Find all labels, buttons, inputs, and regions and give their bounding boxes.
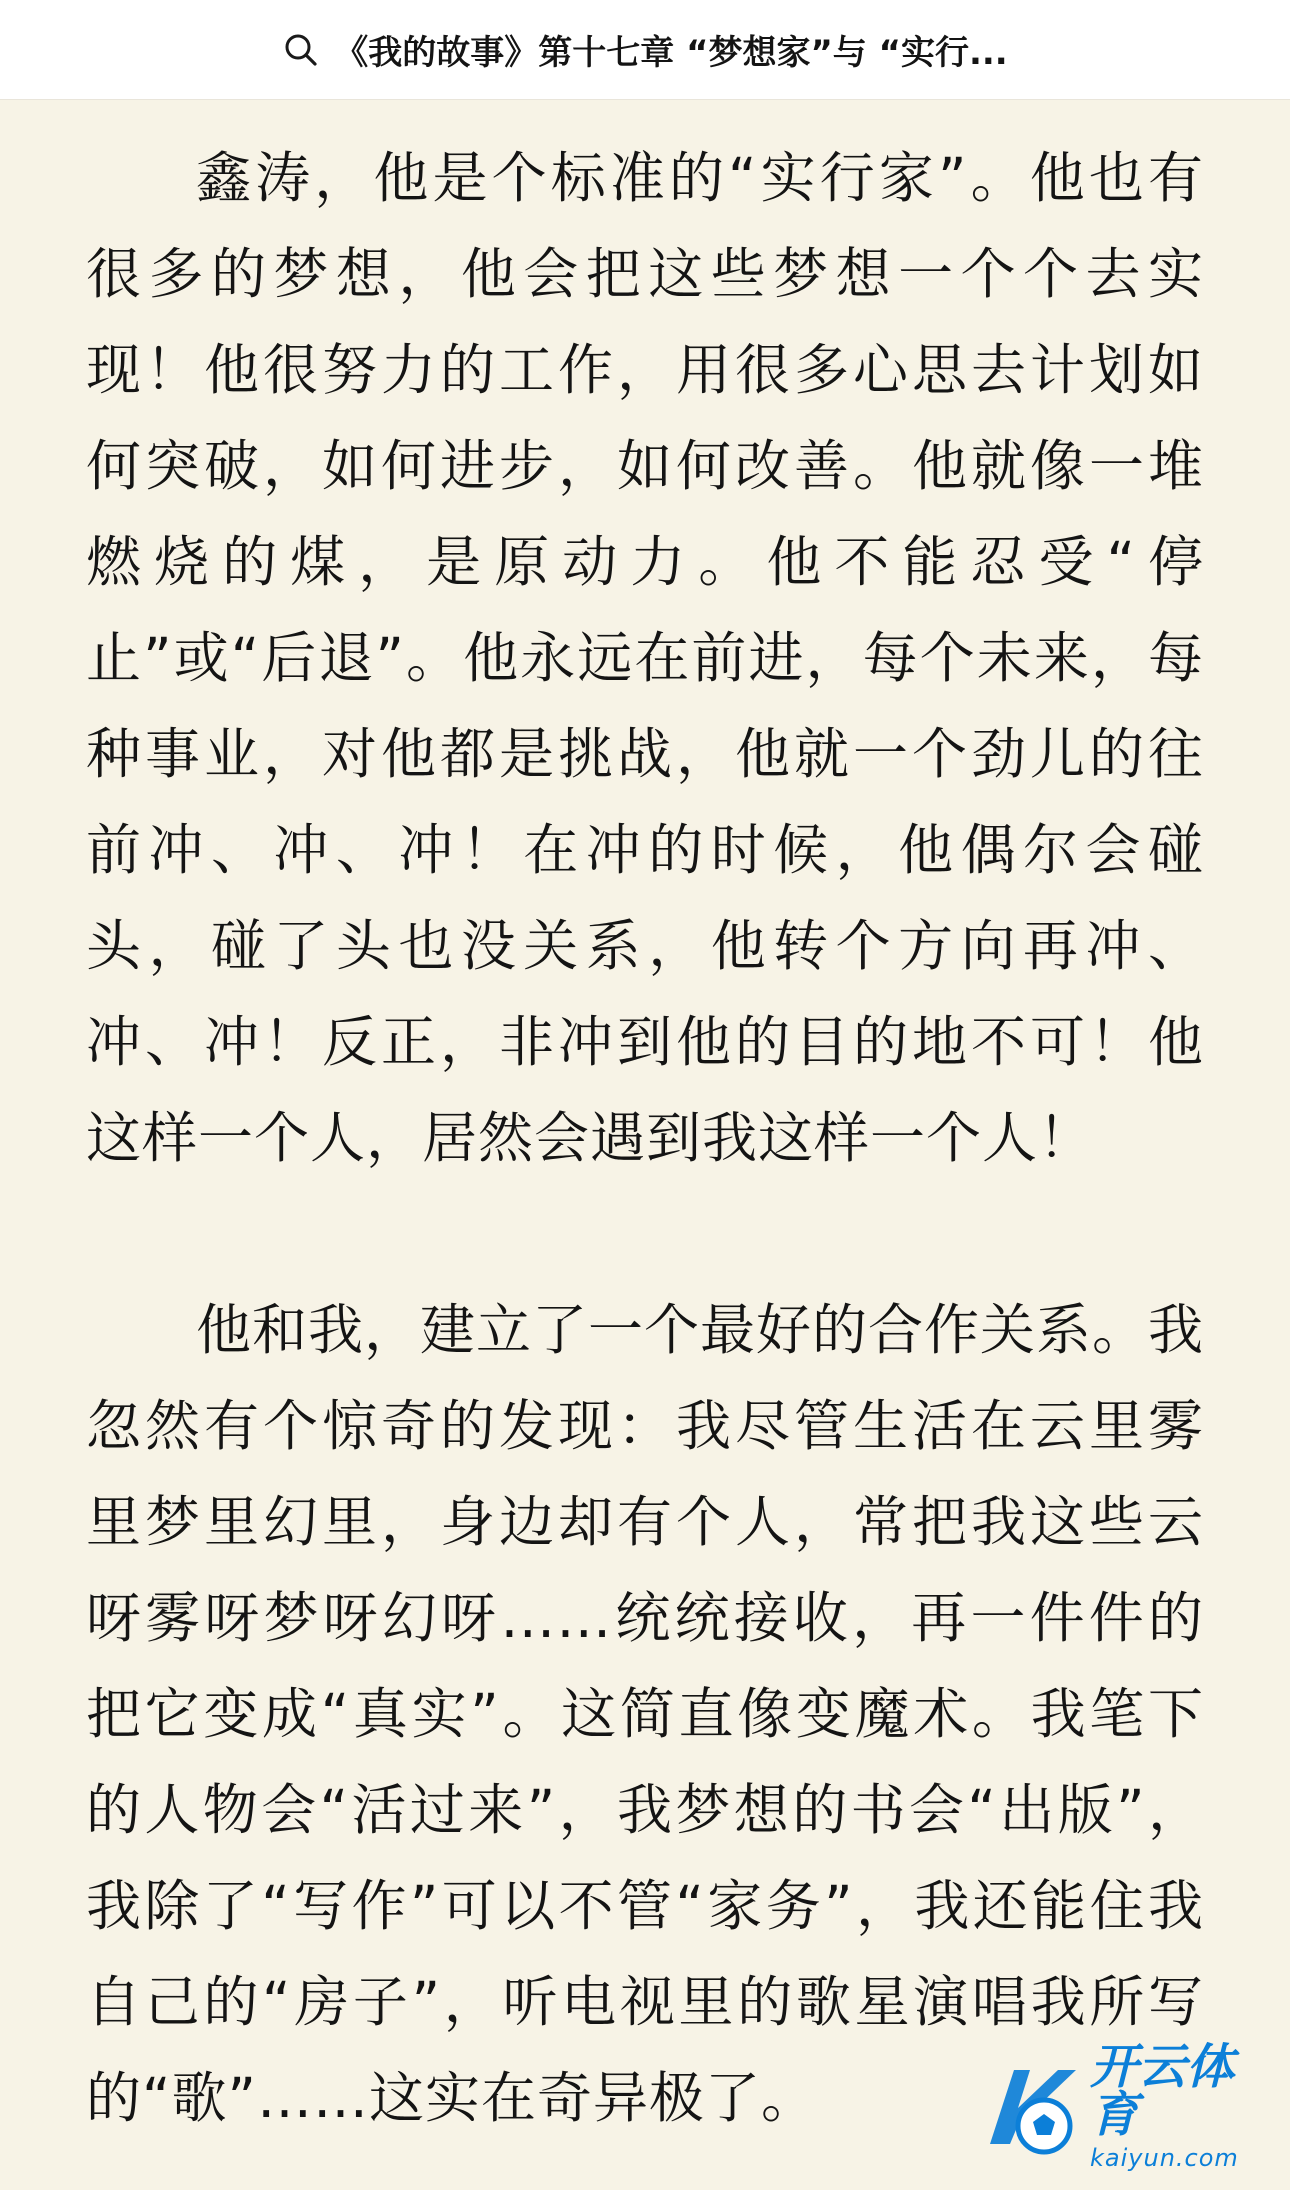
- paragraph-2: 他和我，建立了一个最好的合作关系。我忽然有个惊奇的发现：我尽管生活在云里雾里梦里幻里，身边却有个人，常把我这些云呀雾呀梦呀幻呀……统统接收，再一件件的把它变成“真实”。这简直像变魔术。我笔下的人物会“活过来”，我梦想的书会“出版”，我除了“写作”可以不管“家务”，我还能住我自己的“房子”，听电视里的歌星演唱我所写的“歌”……这实在奇异极了。: [86, 1298, 1205, 2130]
- chapter-title-bar[interactable]: [0, 0, 1290, 100]
- watermark-brand-cn: 开云体育: [1090, 2041, 1235, 2142]
- reading-area: [86, 130, 1204, 2130]
- kaiyun-logo-icon: [972, 2052, 1082, 2162]
- search-icon[interactable]: [282, 31, 320, 69]
- chapter-title: 《我的故事》第十七章 “梦想家”与 “实行...: [334, 33, 1008, 73]
- watermark-brand-en: kaiyun.com: [1090, 2144, 1239, 2172]
- watermark-logo: [972, 2042, 1272, 2172]
- paragraph-1: 鑫涛，他是个标准的“实行家”。他也有很多的梦想，他会把这些梦想一个个去实现！他很努力的工作，用很多心思去计划如何突破，如何进步，如何改善。他就像一堆燃烧的煤，是原动力。他不能忍受“停止”或“后退”。他永远在前进，每个未来，每种事业，对他都是挑战，他就一个劲儿的往前冲、冲、冲！在冲的时候，他偶尔会碰头，碰了头也没关系，他转个方向再冲、冲、冲！反正，非冲到他的目的地不可！他这样一个人，居然会遇到我这样一个人！: [86, 146, 1204, 1170]
